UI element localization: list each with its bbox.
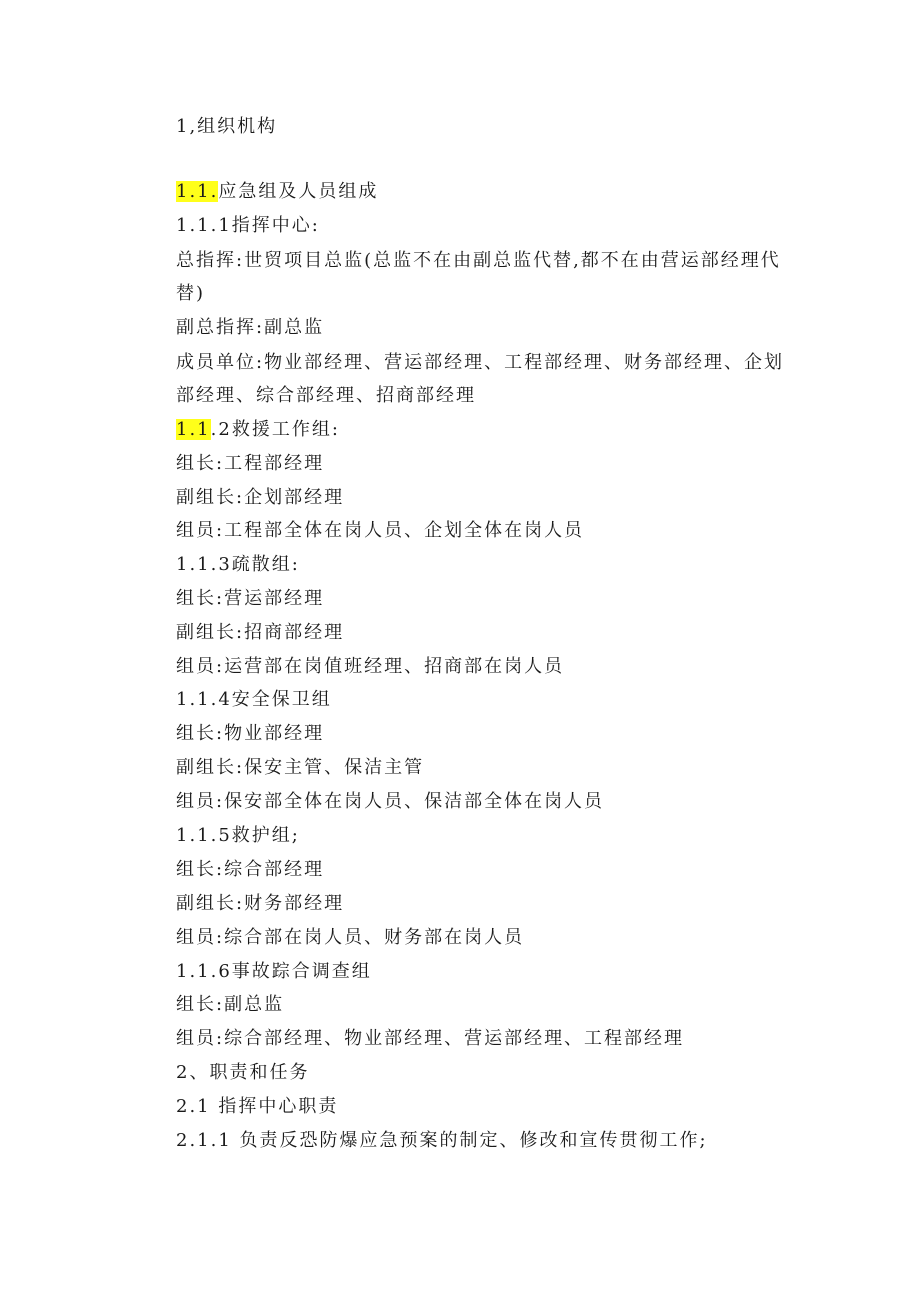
line-text: 组长:营运部经理 [176, 588, 325, 609]
line-text: 1,组织机构 [176, 116, 278, 137]
line-text: 组员:工程部全体在岗人员、企划全体在岗人员 [176, 520, 585, 541]
line-text: 1.1.4安全保卫组 [176, 689, 332, 710]
line-text: 应急组及人员组成 [218, 181, 379, 202]
list-item [176, 756, 424, 780]
heading-command-center-duties [176, 1095, 338, 1119]
paragraph-duty-item [176, 1129, 708, 1153]
line-text: 1.1.3疏散组: [176, 554, 300, 575]
section-heading-organization [176, 115, 277, 139]
line-text: 组长:工程部经理 [176, 453, 325, 474]
list-item [176, 790, 604, 814]
heading-rescue-group [176, 418, 340, 442]
line-text: 1.1.1指挥中心: [176, 215, 320, 236]
heading-medical-group [176, 824, 300, 848]
line-text: 组员:综合部经理、物业部经理、营运部经理、工程部经理 [176, 1028, 685, 1049]
heading-security-group [176, 688, 332, 712]
line-text: 1.1.5救护组; [176, 825, 300, 846]
list-item [176, 519, 584, 543]
line-text: 成员单位:物业部经理、营运部经理、工程部经理、财务部经理、企划部经理、综合部经理、招商部经理 [176, 352, 785, 406]
list-item [176, 655, 564, 679]
line-text: 组员:运营部在岗值班经理、招商部在岗人员 [176, 656, 565, 677]
list-item [176, 1027, 684, 1051]
list-item [176, 926, 524, 950]
line-text: 组员:综合部在岗人员、财务部在岗人员 [176, 927, 525, 948]
list-item [176, 993, 284, 1017]
line-text: 副组长:企划部经理 [176, 487, 345, 508]
line-text: 2、职责和任务 [176, 1062, 310, 1083]
heading-command-center [176, 214, 320, 238]
line-text: 总指挥:世贸项目总监(总监不在由副总监代替,都不在由营运部经理代替) [176, 250, 781, 304]
paragraph-commander [176, 244, 786, 310]
list-item [176, 621, 344, 645]
line-text: .2救援工作组: [210, 419, 340, 440]
heading-investigation-group [176, 960, 372, 984]
list-item [176, 892, 344, 916]
line-text: 组员:保安部全体在岗人员、保洁部全体在岗人员 [176, 791, 605, 812]
highlighted-number: 1.1. [176, 181, 219, 202]
line-text: 组长:综合部经理 [176, 859, 325, 880]
list-item [176, 452, 324, 476]
list-item [176, 486, 344, 510]
line-text: 1.1.6事故踪合调查组 [176, 961, 372, 982]
subsection-heading-emergency-groups [176, 180, 378, 204]
line-text: 副组长:财务部经理 [176, 893, 345, 914]
section-heading-duties [176, 1061, 309, 1085]
line-text: 2.1.1 负责反恐防爆应急预案的制定、修改和宣传贯彻工作; [176, 1130, 708, 1151]
line-text: 副组长:保安主管、保洁主管 [176, 757, 425, 778]
heading-evacuation-group [176, 553, 300, 577]
paragraph-deputy-commander [176, 316, 324, 340]
list-item [176, 858, 324, 882]
line-text: 副总指挥:副总监 [176, 317, 325, 338]
line-text: 2.1 指挥中心职责 [176, 1096, 339, 1117]
list-item [176, 587, 324, 611]
list-item [176, 722, 324, 746]
line-text: 副组长:招商部经理 [176, 622, 345, 643]
line-text: 组长:副总监 [176, 994, 285, 1015]
highlighted-number: 1.1 [176, 419, 211, 440]
paragraph-member-units [176, 346, 786, 412]
line-text: 组长:物业部经理 [176, 723, 325, 744]
